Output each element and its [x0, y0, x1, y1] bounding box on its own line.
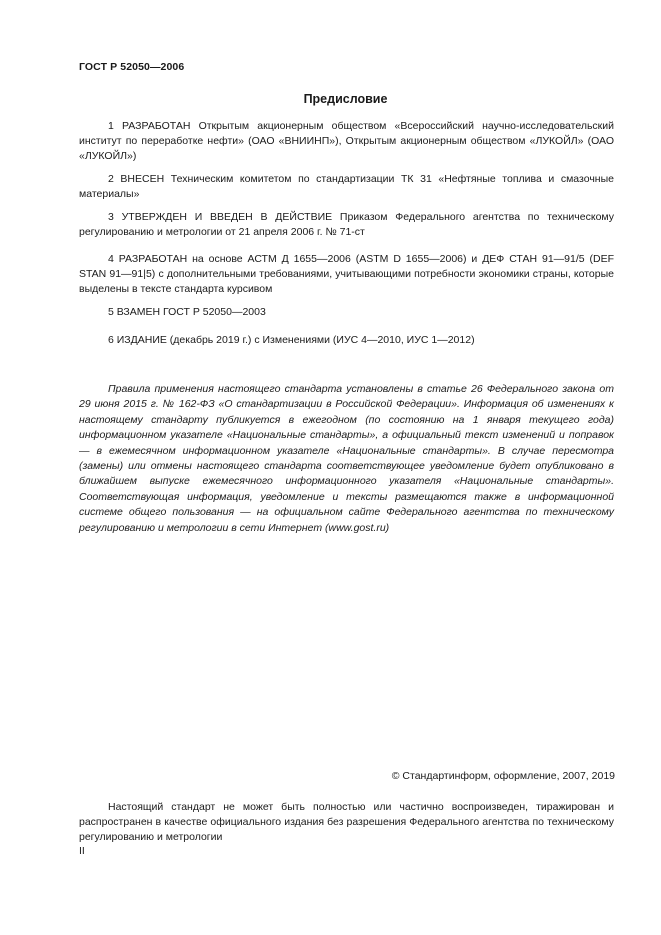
preface-title: Предисловие	[303, 92, 388, 106]
preface-item-3: 3 УТВЕРЖДЕН И ВВЕДЕН В ДЕЙСТВИЕ Приказом Федерального агентства по техническому регулированию и метрологии от 21 апреля 2006 г. № 71-ст	[79, 211, 614, 239]
preface-item-5: 5 ВЗАМЕН ГОСТ Р 52050—2003	[108, 306, 266, 318]
preface-item-4: 4 РАЗРАБОТАН на основе АСТМ Д 1655—2006 (ASTM D 1655—2006) и ДЕФ СТАН 91—91/5 (DEF STAN 91—91|5) с дополнительными требованиями, учитывающими потребности экономики страны, которые выделены в тексте стандарта курсивом	[79, 253, 614, 296]
standard-id-header: ГОСТ Р 52050—2006	[79, 61, 185, 73]
preface-item-2: 2 ВНЕСЕН Техническим комитетом по стандартизации ТК 31 «Нефтяные топлива и смазочные материалы»	[79, 173, 614, 201]
rules-of-application-text: Правила применения настоящего стандарта установлены в статье 26 Федерального закона от 29 июня 2015 г. № 162-ФЗ «О стандартизации в Российской Федерации». Информация об изменениях к настоящему стандарту публикуется в ежегодном (по состоянию на 1 января текущего года) информационном указателе «Национальные стандарты», а официальный текст изменений и поправок — в ежемесячном информационном указателе «Национальные стандарты». В случае пересмотра (замены) или отмены настоящего стандарта соответствующее уведомление будет опубликовано в ближайшем выпуске ежемесячного информационного указателя «Национальные стандарты». Соответствующая информация, уведомление и тексты размещаются также в информационной системе общего пользования — на официальном сайте Федерального агентства по техническому регулированию и метрологии в сети Интернет (www.gost.ru)	[79, 383, 614, 534]
preface-item-6: 6 ИЗДАНИЕ (декабрь 2019 г.) с Изменениями (ИУС 4—2010, ИУС 1—2012)	[108, 334, 475, 346]
preface-item-1: 1 РАЗРАБОТАН Открытым акционерным обществом «Всероссийский научно-исследовательский институт по переработке нефти» (ОАО «ВНИИНП»), Открытым акционерным обществом «ЛУКОЙЛ» (ОАО «ЛУКОЙЛ»)	[79, 120, 614, 163]
copyright-line: © Стандартинформ, оформление, 2007, 2019	[391, 770, 615, 782]
page-number: II	[79, 845, 85, 857]
reproduction-notice: Настоящий стандарт не может быть полностью или частично воспроизведен, тиражирован и распространен в качестве официального издания без разрешения Федерального агентства по техническому регулированию и метрологии	[79, 801, 614, 844]
